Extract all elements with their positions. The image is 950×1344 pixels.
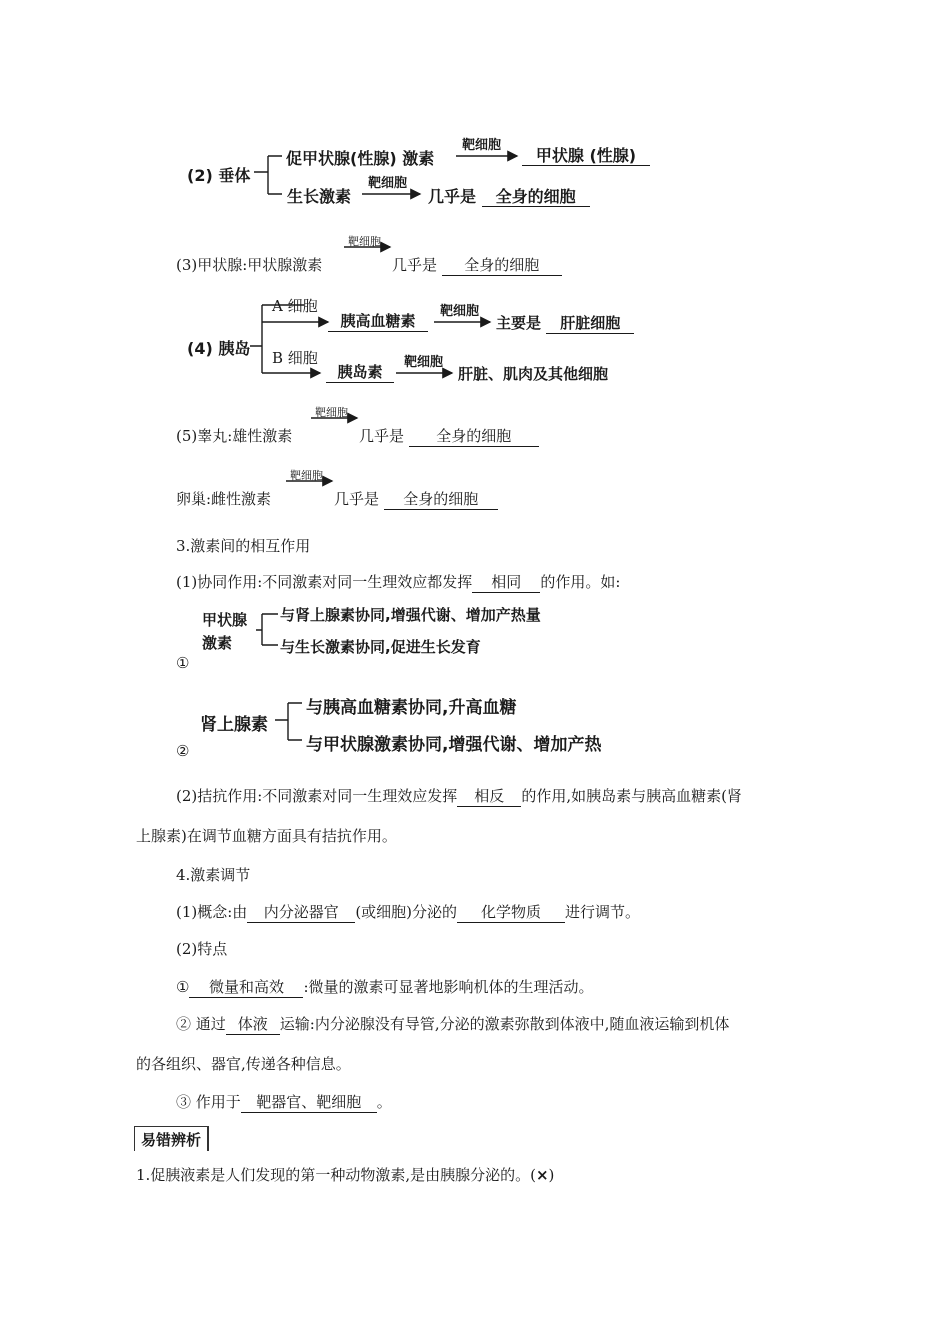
testis-prefix: 几乎是 bbox=[359, 427, 405, 445]
pituitary-arrow-label-1: 靶细胞 bbox=[462, 138, 502, 153]
ovary-label: 卵巢:雌性激素 bbox=[176, 490, 272, 508]
error-item-1: 1.促胰液素是人们发现的第一种动物激素,是由胰腺分泌的。(×) bbox=[136, 1166, 555, 1184]
pituitary-brace bbox=[254, 156, 282, 194]
thyroid-arrow-label: 靶细胞 bbox=[348, 235, 381, 248]
pituitary-answer-2: 全身的细胞 bbox=[482, 187, 590, 207]
diagram1-item-1: 与肾上腺素协同,增强代谢、增加产热量 bbox=[280, 606, 541, 624]
feature-2-line-2: 的各组织、器官,传递各种信息。 bbox=[136, 1055, 351, 1073]
pituitary-prefix-2: 几乎是 bbox=[428, 187, 477, 206]
feature-1-line: ① 微量和高效 :微量的激素可显著地影响机体的生理活动。 bbox=[176, 978, 594, 996]
concept-answer-2: 化学物质 bbox=[457, 903, 565, 923]
diagram2-marker: ② bbox=[176, 742, 190, 760]
islet-a-prefix: 主要是 bbox=[496, 314, 542, 332]
feature-1-answer: 微量和高效 bbox=[189, 978, 303, 998]
islet-b-cell: B 细胞 bbox=[272, 349, 318, 367]
diagram1-marker: ① bbox=[176, 654, 190, 672]
islet-label: (4) 胰岛 bbox=[187, 339, 251, 358]
error-analysis-tag: 易错辨析 bbox=[134, 1126, 209, 1151]
testis-label: (5)睾丸:雄性激素 bbox=[176, 427, 293, 445]
feature-3-line: ③ 作用于 靶器官、靶细胞 。 bbox=[176, 1093, 392, 1111]
section4-title: 4.激素调节 bbox=[176, 866, 251, 884]
thyroid-prefix: 几乎是 bbox=[392, 256, 438, 274]
antagonism-line-1: (2)拮抗作用:不同激素对同一生理效应发挥 相反 的作用,如胰岛素与胰高血糖素(肾 bbox=[176, 787, 742, 805]
ovary-answer: 全身的细胞 bbox=[384, 490, 498, 510]
concept-answer-1: 内分泌器官 bbox=[247, 903, 355, 923]
pituitary-arrow-label-2: 靶细胞 bbox=[368, 176, 408, 191]
ovary-arrow-label: 靶细胞 bbox=[290, 469, 323, 482]
antagonism-answer: 相反 bbox=[457, 787, 521, 807]
diagram2-brace bbox=[275, 703, 302, 740]
islet-a-cell: A 细胞 bbox=[272, 297, 318, 315]
feature-2-line-1: ② 通过 体液 运输:内分泌腺没有导管,分泌的激素弥散到体液中,随血液运输到机体 bbox=[176, 1015, 730, 1033]
diagram1-root-2: 激素 bbox=[202, 634, 233, 652]
synergy-answer: 相同 bbox=[472, 573, 540, 593]
pituitary-label: (2) 垂体 bbox=[187, 166, 251, 185]
diagram2-item-2: 与甲状腺激素协同,增强代谢、增加产热 bbox=[306, 735, 602, 755]
feature-2-answer: 体液 bbox=[226, 1015, 280, 1035]
synergy-line: (1)协同作用:不同激素对同一生理效应都发挥 相同 的作用。如: bbox=[176, 573, 621, 591]
thyroid-label: (3)甲状腺:甲状腺激素 bbox=[176, 256, 323, 274]
feature-3-answer: 靶器官、靶细胞 bbox=[241, 1093, 377, 1113]
pituitary-hormone-2: 生长激素 bbox=[287, 187, 352, 206]
concept-line: (1)概念:由 内分泌器官 (或细胞)分泌的 化学物质 进行调节。 bbox=[176, 903, 641, 921]
section3-title: 3.激素间的相互作用 bbox=[176, 537, 311, 555]
testis-answer: 全身的细胞 bbox=[409, 427, 539, 447]
diagram2-item-1: 与胰高血糖素协同,升高血糖 bbox=[306, 698, 517, 718]
pituitary-answer-1: 甲状腺 (性腺) bbox=[522, 146, 650, 166]
pituitary-hormone-1: 促甲状腺(性腺) 激素 bbox=[286, 149, 435, 168]
wrong-mark-icon: × bbox=[535, 1166, 549, 1184]
diagram1-item-2: 与生长激素协同,促进生长发育 bbox=[280, 638, 481, 656]
islet-a-arrow-label: 靶细胞 bbox=[440, 304, 480, 319]
islet-b-target: 肝脏、肌肉及其他细胞 bbox=[458, 365, 609, 383]
islet-a-answer: 胰高血糖素 bbox=[328, 312, 428, 332]
islet-b-answer: 胰岛素 bbox=[326, 363, 394, 383]
features-title: (2)特点 bbox=[176, 940, 228, 958]
antagonism-line-2: 上腺素)在调节血糖方面具有拮抗作用。 bbox=[136, 827, 397, 845]
testis-arrow-label: 靶细胞 bbox=[315, 406, 348, 419]
ovary-prefix: 几乎是 bbox=[334, 490, 380, 508]
thyroid-answer: 全身的细胞 bbox=[442, 256, 562, 276]
diagram2-root: 肾上腺素 bbox=[200, 715, 268, 735]
diagram1-root-1: 甲状腺 bbox=[202, 611, 248, 629]
islet-b-arrow-label: 靶细胞 bbox=[404, 355, 444, 370]
islet-a-target: 肝脏细胞 bbox=[546, 314, 634, 334]
diagram1-brace bbox=[256, 614, 278, 645]
